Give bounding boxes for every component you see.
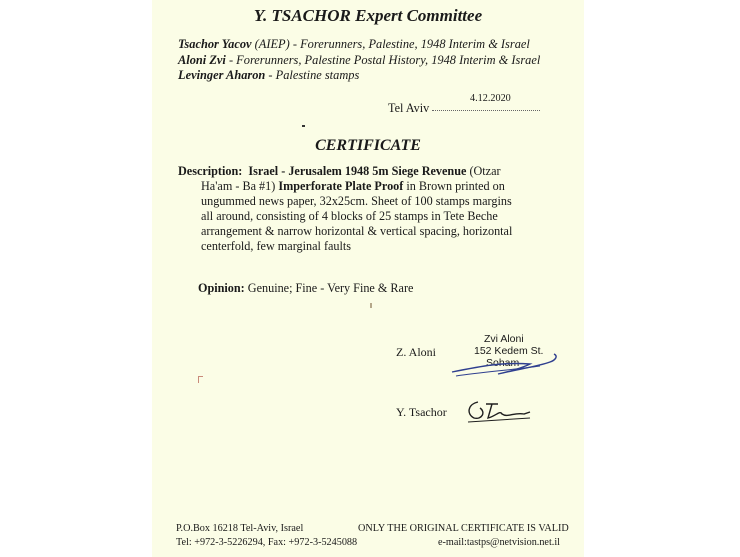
expert-detail: - Palestine stamps: [265, 68, 360, 82]
description-subject: Israel - Jerusalem 1948 5m Siege Revenue: [248, 164, 467, 178]
opinion-label: Opinion:: [198, 281, 245, 295]
expert-name: Levinger Aharon: [178, 68, 266, 82]
expert-name: Tsachor Yacov: [178, 37, 252, 51]
description-label: Description:: [178, 164, 243, 178]
opinion-line: [198, 281, 413, 296]
description-line: centerfold, few marginal faults: [201, 239, 352, 253]
signature-label-tsachor: Y. Tsachor: [396, 405, 447, 419]
description-line: [178, 164, 512, 179]
footer-address: P.O.Box 16218 Tel-Aviv, Israel: [176, 523, 304, 534]
signature-label-aloni: Z. Aloni: [396, 345, 437, 359]
date-value: 4.12.2020: [470, 93, 511, 104]
opinion-text: Genuine; Fine - Very Fine & Rare: [244, 281, 414, 295]
description-line: ungummed news paper, 32x25cm. Sheet of 100 stamps margins: [201, 194, 512, 208]
stray-mark: [302, 125, 305, 127]
date-line: [432, 110, 540, 111]
expert-row: [178, 37, 540, 53]
description-line: [178, 179, 512, 194]
description-emphasis: Imperforate Plate Proof: [278, 179, 404, 193]
footer-phone: Tel: +972-3-5226294, Fax: +972-3-5245088: [176, 537, 358, 548]
certificate-sheet: [152, 0, 584, 557]
tsachor-signature: [152, 0, 584, 557]
certificate-heading: CERTIFICATE: [315, 137, 421, 154]
footer-validity: ONLY THE ORIGINAL CERTIFICATE IS VALID: [358, 523, 569, 534]
stray-mark: [370, 303, 372, 308]
stamp-line: Zvi Aloni: [484, 333, 524, 345]
description-text: (Otzar: [466, 164, 501, 178]
expert-list: [178, 37, 540, 84]
description-text: Ha'am - Ba #1): [201, 179, 279, 193]
expert-row: [178, 53, 540, 69]
aloni-address-stamp: [474, 333, 543, 369]
stray-mark: [198, 376, 203, 383]
stamp-line: 152 Kedem St.: [474, 345, 544, 357]
expert-name: Aloni Zvi: [178, 52, 226, 67]
expert-detail: - Forerunners, Palestine Postal History, 1948 Interim & Israel: [225, 52, 541, 67]
aloni-signature: [152, 0, 584, 557]
footer-email: e-mail:tastps@netvision.net.il: [438, 537, 560, 548]
expert-row: [178, 68, 540, 84]
stamp-line: Soham: [486, 357, 520, 369]
description-line: arrangement & narrow horizontal & vertical spacing, horizontal: [201, 224, 513, 238]
description-text: in Brown printed on: [403, 179, 505, 193]
expert-detail: (AIEP) - Forerunners, Palestine, 1948 Interim & Israel: [251, 37, 530, 51]
place-label: Tel Aviv: [388, 101, 430, 115]
description-block: [178, 164, 512, 254]
committee-title: Y. TSACHOR Expert Committee: [253, 6, 483, 25]
description-line: all around, consisting of 4 blocks of 25 stamps in Tete Beche: [201, 209, 498, 223]
